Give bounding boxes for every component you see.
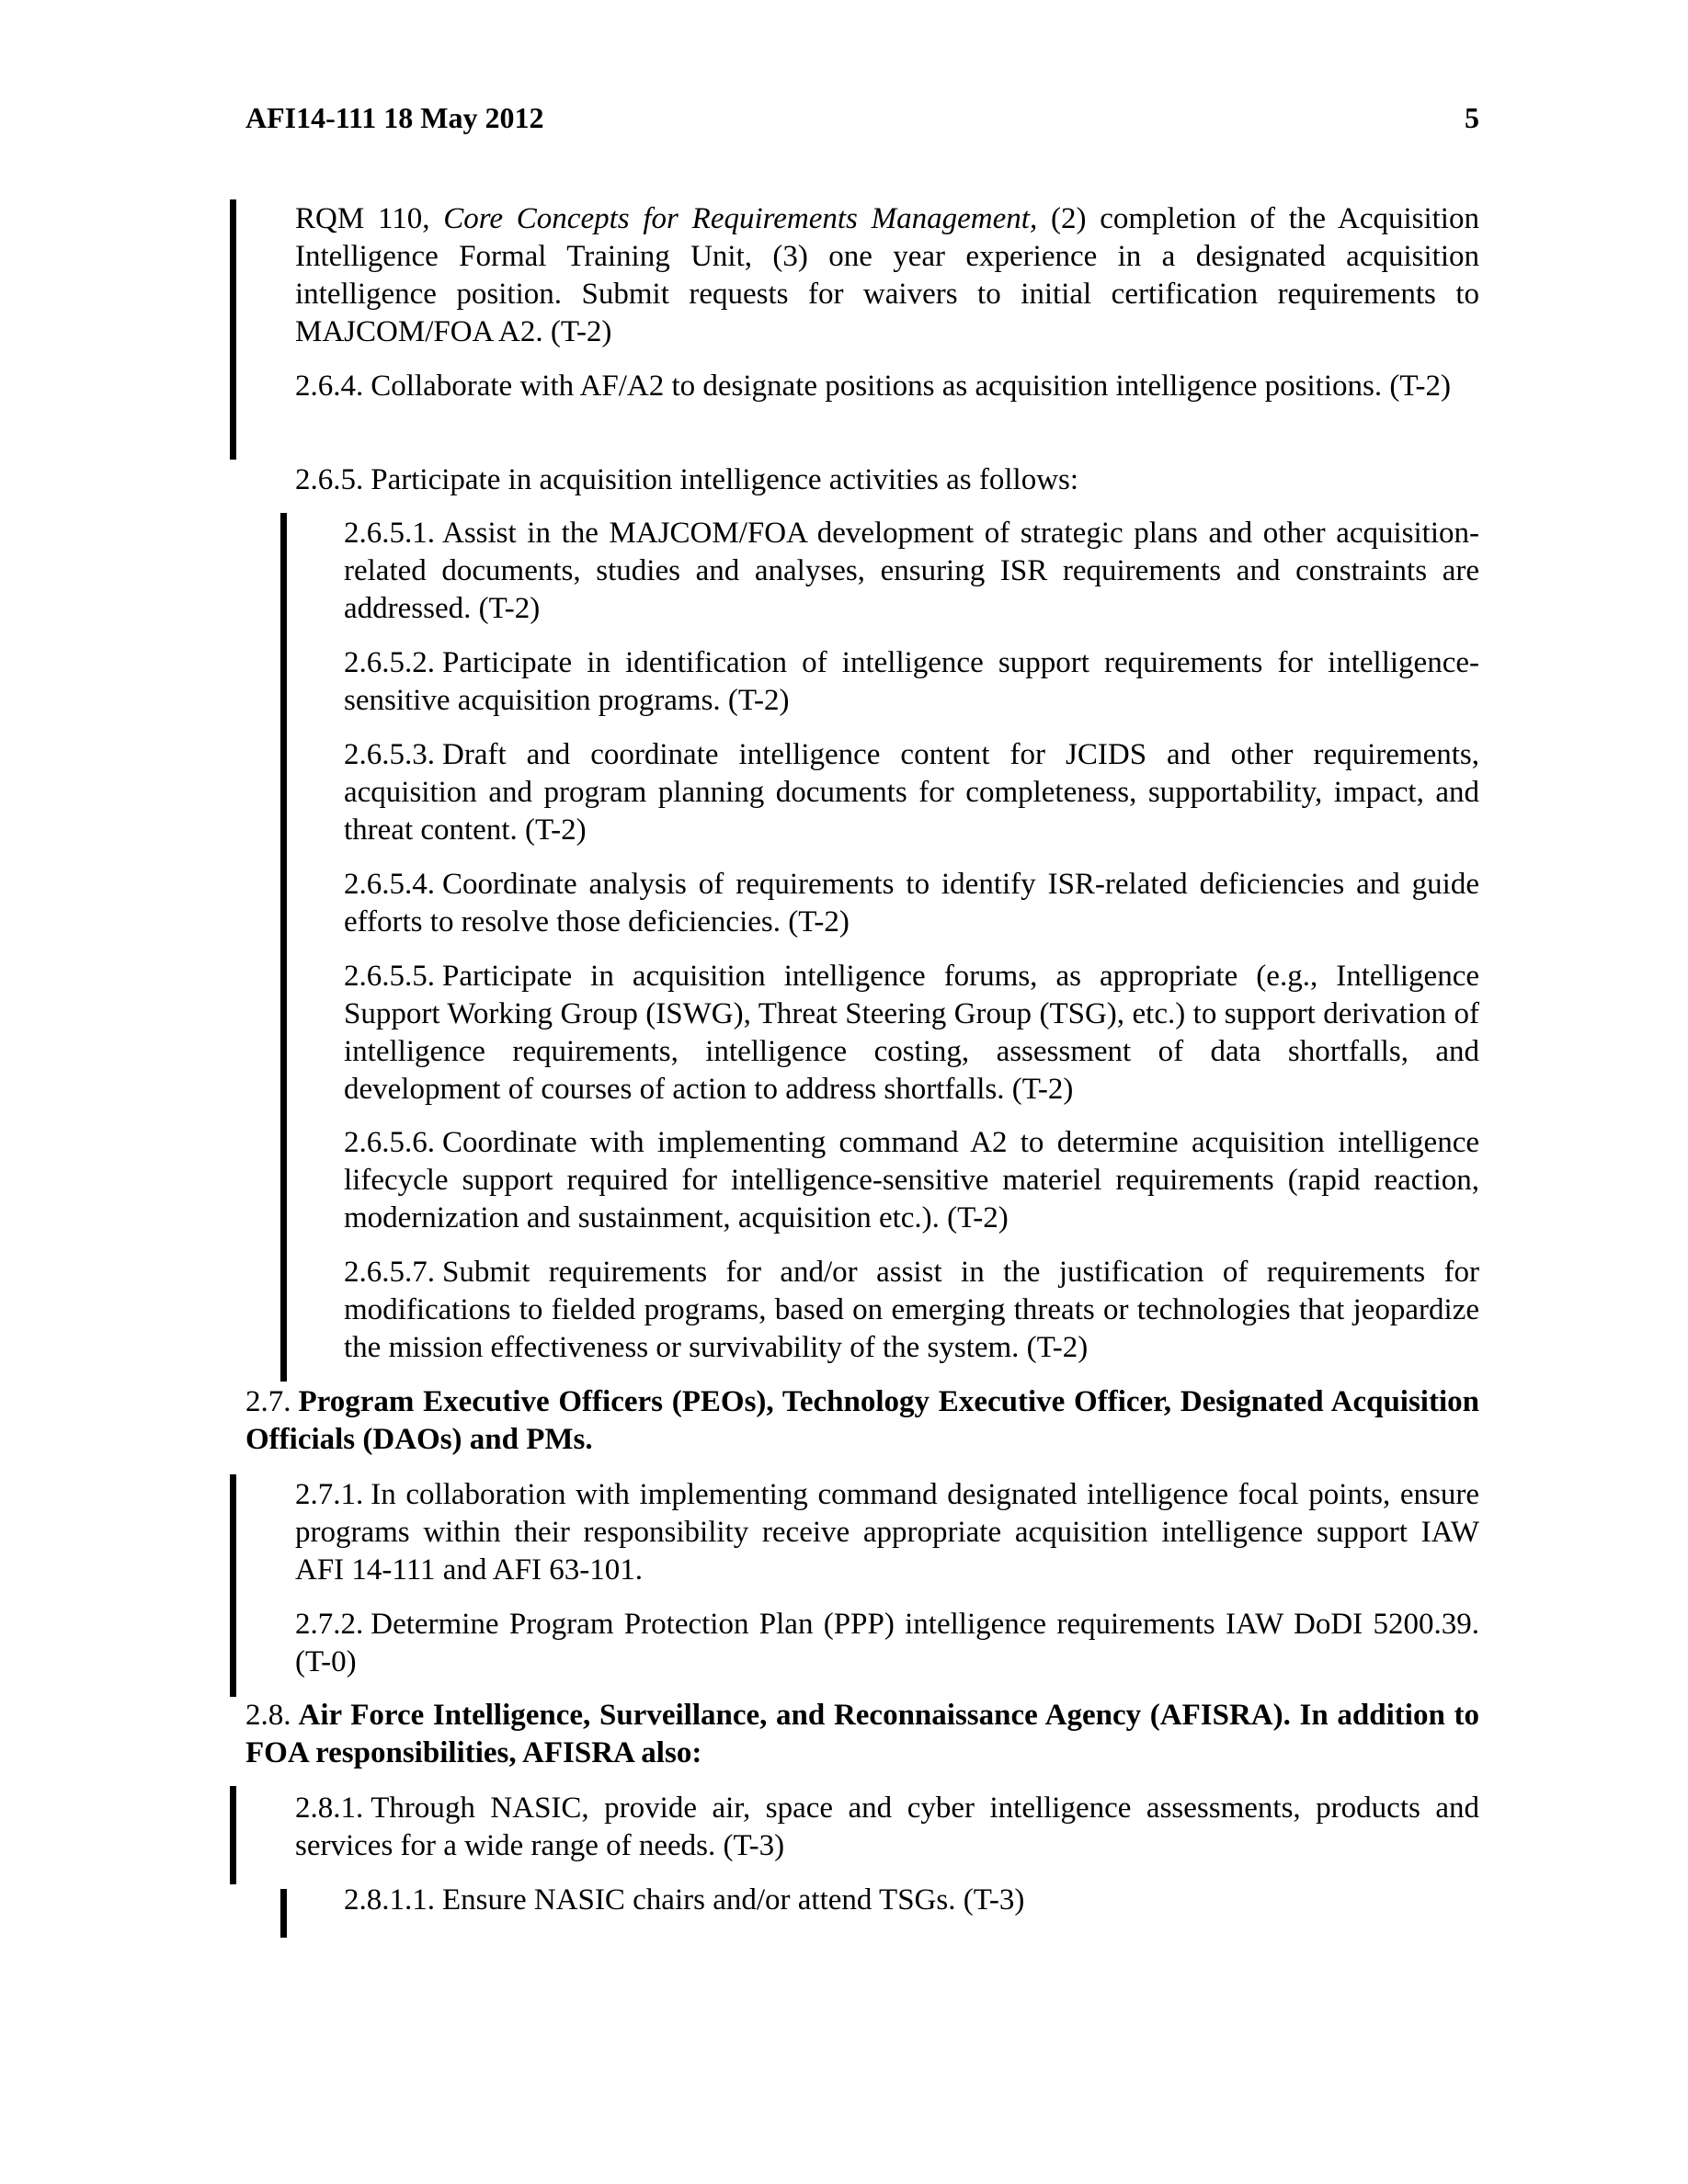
paragraph-text: Ensure NASIC chairs and/or attend TSGs. (T-3) — [442, 1883, 1025, 1917]
paragraph-2-6-5-5 — [344, 958, 1479, 1109]
paragraph-text: In collaboration with implementing command designated intelligence focal points, ensure programs within their responsibility receive appropriate acquisition intelligence support IAW AFI 14-111 and AFI 63-101. — [295, 1478, 1479, 1587]
paragraph-2-7-2 — [295, 1606, 1479, 1681]
paragraph-text: Through NASIC, provide air, space and cyber intelligence assessments, products and services for a wide range of needs. (T-3) — [295, 1792, 1479, 1862]
paragraph-number: 2.6.5.7. — [344, 1256, 435, 1289]
paragraph-number: 2.7.1. — [295, 1478, 364, 1511]
paragraph-number: 2.6.5.2. — [344, 646, 435, 679]
section-2-7-heading — [245, 1383, 1479, 1459]
paragraph-number: 2.6.5.5. — [344, 960, 435, 993]
paragraph-2-7-1 — [295, 1476, 1479, 1589]
paragraph-number: 2.6.5.6. — [344, 1126, 435, 1159]
section-number: 2.8. — [245, 1699, 291, 1732]
document-id: AFI14-111 18 May 2012 — [245, 101, 544, 134]
publication-title: Core Concepts for Requirements Management, — [443, 202, 1038, 235]
paragraph-2-6-5-4 — [344, 866, 1479, 941]
paragraph-2-8-1-1 — [344, 1882, 1479, 1919]
paragraph-2-8-1 — [295, 1790, 1479, 1865]
paragraph-number: 2.8.1. — [295, 1792, 364, 1825]
paragraph-number: 2.6.5.3. — [344, 738, 435, 771]
paragraph-text: Coordinate with implementing command A2 to determine acquisition intelligence lifecycle support required for intelligence-sensitive materiel requirements (rapid reaction, modernization and sustainment, acquisition etc.). (T-2) — [344, 1126, 1479, 1234]
paragraph-number: 2.8.1.1. — [344, 1883, 435, 1917]
paragraph-text: Participate in acquisition intelligence activities as follows: — [371, 463, 1079, 496]
paragraph-text: Draft and coordinate intelligence content for JCIDS and other requirements, acquisition and program planning documents for completeness, supportability, impact, and threat content. (T-2) — [344, 738, 1479, 847]
paragraph-number: 2.6.5. — [295, 463, 364, 496]
section-title: Air Force Intelligence, Surveillance, and Reconnaissance Agency (AFISRA). In addition to FOA responsibilities, AFISRA also: — [245, 1699, 1479, 1769]
paragraph-2-6-5-7 — [344, 1254, 1479, 1367]
page-number: 5 — [1465, 101, 1479, 134]
paragraph-2-6-5-2 — [344, 644, 1479, 720]
change-bar — [230, 199, 236, 460]
paragraph-number: 2.6.4. — [295, 370, 364, 403]
paragraph-text: Assist in the MAJCOM/FOA development of strategic plans and other acquisition-related documents, studies and analyses, ensuring ISR requirements and constraints are addressed. (T-2) — [344, 517, 1479, 625]
paragraph-text: Participate in identification of intelligence support requirements for intelligence-sensitive acquisition programs. (T-2) — [344, 646, 1479, 717]
change-bar — [230, 1474, 236, 1697]
section-2-8-heading — [245, 1697, 1479, 1772]
paragraph-2-6-5-6 — [344, 1124, 1479, 1237]
change-bar — [280, 513, 287, 1382]
section-number: 2.7. — [245, 1385, 291, 1418]
paragraph-number: 2.6.5.1. — [344, 517, 435, 550]
paragraph-text: Participate in acquisition intelligence forums, as appropriate (e.g., Intelligence Support Working Group (ISWG), Threat Steering Group (TSG), etc.) to support derivation of intelligence requirements, intelligence costing, assessment of data shortfalls, and development of courses of action to address shortfalls. (T-2) — [344, 960, 1479, 1106]
paragraph-2-6-4 — [295, 368, 1479, 405]
paragraph-number: 2.7.2. — [295, 1608, 364, 1641]
page-header — [245, 101, 1479, 138]
paragraph-2-6-5-3 — [344, 736, 1479, 849]
section-title: Program Executive Officers (PEOs), Technology Executive Officer, Designated Acquisition Officials (DAOs) and PMs. — [245, 1385, 1479, 1456]
paragraph-text: Collaborate with AF/A2 to designate positions as acquisition intelligence positions. (T-2) — [371, 370, 1451, 403]
paragraph-number: 2.6.5.4. — [344, 868, 435, 901]
paragraph-2-6-5-1 — [344, 515, 1479, 628]
paragraph-text: Determine Program Protection Plan (PPP) intelligence requirements IAW DoDI 5200.39. (T-0) — [295, 1608, 1479, 1678]
change-bar — [280, 1889, 287, 1938]
paragraph-text: Coordinate analysis of requirements to identify ISR-related deficiencies and guide efforts to resolve those deficiencies. (T-2) — [344, 868, 1479, 938]
paragraph-text: Submit requirements for and/or assist in the justification of requirements for modifications to fielded programs, based on emerging threats or technologies that jeopardize the mission effectiveness or survivability of the system. (T-2) — [344, 1256, 1479, 1364]
change-bar — [230, 1786, 236, 1884]
paragraph-continuation: RQM 110, Core Concepts for Requirements Management, (2) completion of the Acquisition Intelligence Formal Training Unit, (3) one year experience in a designated acquisition intelligence position. Submit requests for waivers to initial certification requirements to MAJCOM/FOA A2. (T-2) — [295, 202, 1479, 348]
paragraph-2-6-5 — [295, 461, 1479, 499]
